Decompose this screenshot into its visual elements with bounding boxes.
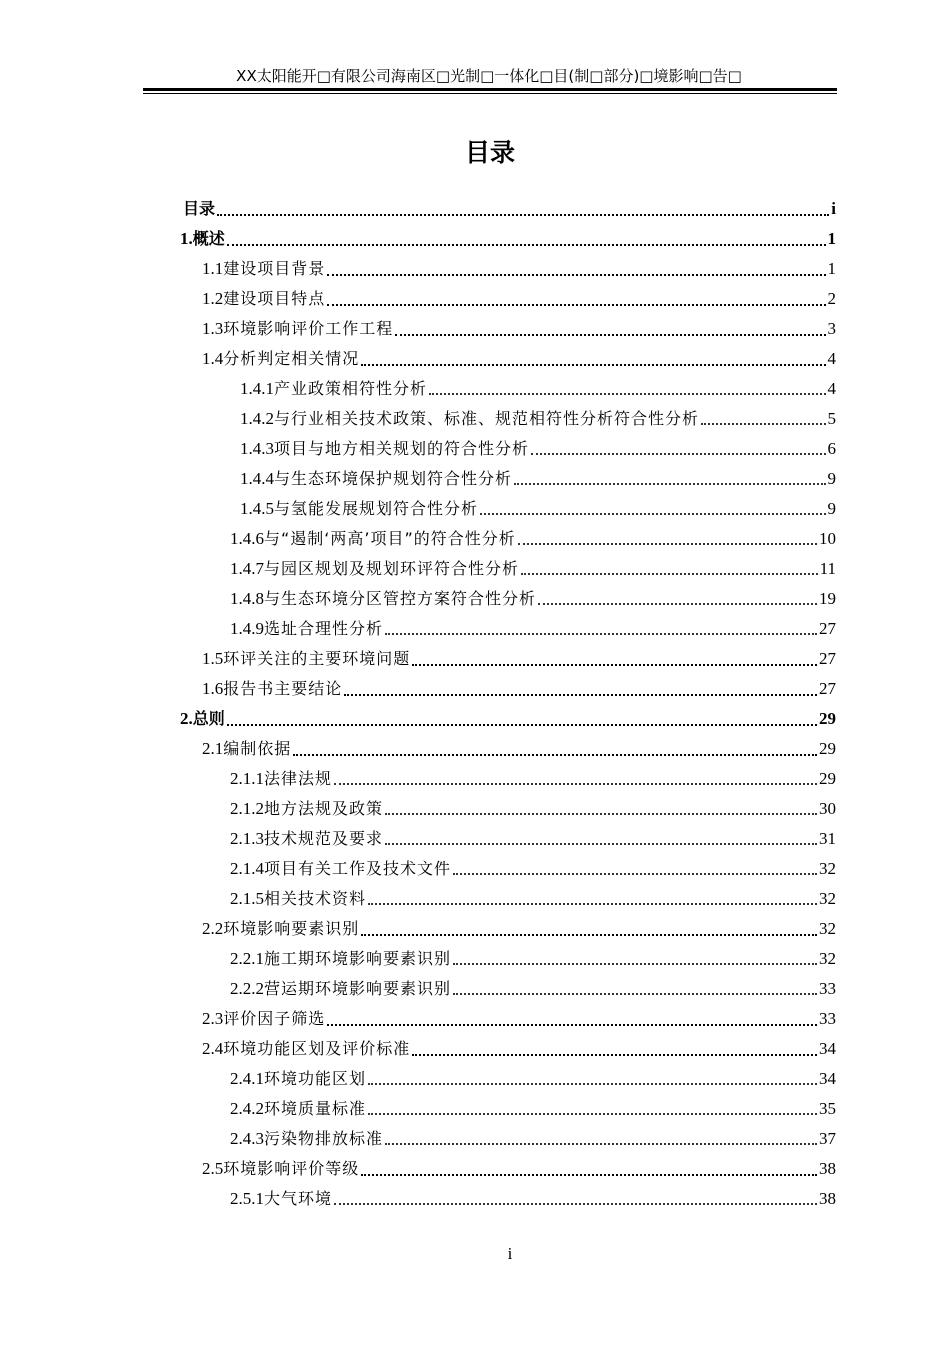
toc-entry-page: 34 <box>819 1069 836 1088</box>
toc-entry-label: 分析判定相关情况 <box>223 349 360 368</box>
toc-entry[interactable] <box>240 404 836 430</box>
toc-entry-page: 1 <box>827 259 836 278</box>
dot-leader <box>368 1112 817 1115</box>
toc-entry[interactable] <box>230 854 836 880</box>
running-header: XX太阳能开□有限公司海南区□光制□一体化□目(制□部分)□境影响□告□ <box>236 67 742 85</box>
toc-entry-page: 6 <box>827 439 836 458</box>
toc-entry-page: 19 <box>819 589 836 608</box>
toc-entry-number: 1.4.6 <box>230 529 264 548</box>
toc-entry-label: 大气环境 <box>264 1189 333 1208</box>
dot-leader <box>480 512 825 515</box>
toc-entry-page: i <box>831 199 836 218</box>
toc-entry-label: 地方法规及政策 <box>264 799 384 818</box>
toc-entry[interactable] <box>230 884 836 910</box>
toc-entry-number: 2.1.4 <box>230 859 264 878</box>
dot-leader <box>385 812 817 815</box>
toc-entry[interactable] <box>202 734 836 760</box>
dot-leader <box>514 482 825 485</box>
toc-entry-label: 与生态环境分区管控方案符合性分析 <box>264 589 537 608</box>
toc-entry[interactable] <box>240 494 836 520</box>
toc-entry-label: 报告书主要结论 <box>223 679 343 698</box>
toc-entry-number: 2.1.3 <box>230 829 264 848</box>
toc-entry-number: 2.5 <box>202 1159 224 1178</box>
dot-leader <box>453 992 817 995</box>
toc-entry-page: 5 <box>827 409 836 428</box>
toc-entry[interactable] <box>202 1004 836 1030</box>
toc-entry[interactable] <box>202 1034 836 1060</box>
dot-leader <box>368 902 817 905</box>
toc-entry-number: 1.2 <box>202 289 224 308</box>
toc-entry[interactable] <box>240 374 836 400</box>
toc-entry[interactable] <box>202 284 836 310</box>
toc-entry[interactable] <box>230 584 836 610</box>
toc-entry[interactable] <box>230 554 836 580</box>
toc-entry[interactable] <box>230 524 836 550</box>
toc-entry-number: 1.4.4 <box>240 469 274 488</box>
toc-entry[interactable] <box>230 1184 836 1210</box>
toc-entry-label: 与行业相关技术政策、标准、规范相符性分析符合性分析 <box>274 409 700 428</box>
toc-entry-label: 技术规范及要求 <box>264 829 384 848</box>
toc-entry-number: 1.4.5 <box>240 499 274 518</box>
toc-entry[interactable] <box>230 1124 836 1150</box>
toc-entry-page: 27 <box>819 679 836 698</box>
toc-entry[interactable] <box>230 794 836 820</box>
toc-entry-number: 2.3 <box>202 1009 224 1028</box>
toc-entry-label: 评价因子筛选 <box>223 1009 326 1028</box>
dot-leader <box>412 1053 817 1056</box>
dot-leader <box>327 303 825 306</box>
dot-leader <box>531 452 825 455</box>
toc-entry-page: 32 <box>819 889 836 908</box>
toc-entry-label: 总则 <box>192 709 225 728</box>
toc-entry-label: 与“遏制‘两高’项目”的符合性分析 <box>264 529 516 548</box>
toc-entry-label: 与园区规划及规划环评符合性分析 <box>264 559 520 578</box>
toc-entry-label: 环境功能区划及评价标准 <box>223 1039 411 1058</box>
toc-entry-page: 29 <box>819 709 836 728</box>
toc-entry-label: 污染物排放标准 <box>264 1129 384 1148</box>
toc-entry-label: 建设项目背景 <box>223 259 326 278</box>
dot-leader <box>385 1142 817 1145</box>
dot-leader <box>412 663 817 666</box>
toc-entry-number: 2.4.1 <box>230 1069 264 1088</box>
toc-entry-label: 编制依据 <box>223 739 292 758</box>
dot-leader <box>217 213 829 216</box>
toc-entry-page: 27 <box>819 649 836 668</box>
toc-entry[interactable] <box>202 1154 836 1180</box>
toc-entry-number: 2.2.2 <box>230 979 264 998</box>
dot-leader <box>538 602 817 605</box>
dot-leader <box>344 693 817 696</box>
toc-entry-page: 27 <box>819 619 836 638</box>
toc-entry-label: 相关技术资料 <box>264 889 367 908</box>
toc-entry-number: 2.4.3 <box>230 1129 264 1148</box>
toc-entry-page: 35 <box>819 1099 836 1118</box>
toc-entry-label: 项目有关工作及技术文件 <box>264 859 452 878</box>
toc-entry-number: 1.4.8 <box>230 589 264 608</box>
toc-entry-number: 1.3 <box>202 319 224 338</box>
toc-entry[interactable] <box>230 764 836 790</box>
dot-leader <box>521 572 818 575</box>
toc-entry[interactable] <box>230 614 836 640</box>
toc-entry[interactable] <box>230 1094 836 1120</box>
toc-entry-number: 2.1.2 <box>230 799 264 818</box>
toc-entry[interactable] <box>230 824 836 850</box>
toc-entry[interactable] <box>202 644 836 670</box>
toc-entry-number: 2.2 <box>202 919 224 938</box>
dot-leader <box>361 363 825 366</box>
toc-entry-page: 31 <box>819 829 836 848</box>
dot-leader <box>385 632 817 635</box>
toc-entry[interactable] <box>183 194 836 220</box>
toc-entry-number: 1.4.1 <box>240 379 274 398</box>
toc-entry[interactable] <box>240 434 836 460</box>
toc-entry-page: 2 <box>827 289 836 308</box>
toc-entry[interactable] <box>202 314 836 340</box>
dot-leader <box>385 842 817 845</box>
toc-entry[interactable] <box>230 944 836 970</box>
dot-leader <box>395 333 825 336</box>
dot-leader <box>368 1082 817 1085</box>
toc-entry[interactable] <box>180 704 836 730</box>
toc-entry-page: 33 <box>819 979 836 998</box>
toc-entry-label: 与生态环境保护规划符合性分析 <box>274 469 513 488</box>
toc-entry-number: 1.4.9 <box>230 619 264 638</box>
toc-entry-page: 4 <box>827 349 836 368</box>
toc-entry-number: 2.2.1 <box>230 949 264 968</box>
toc-entry-number: 1. <box>180 229 193 248</box>
toc-entry-page: 32 <box>819 919 836 938</box>
header-rule-thick <box>143 88 837 91</box>
toc-entry-number: 1.1 <box>202 259 224 278</box>
toc-entry[interactable] <box>230 1064 836 1090</box>
toc-entry-label: 环评关注的主要环境问题 <box>223 649 411 668</box>
dot-leader <box>293 753 817 756</box>
toc-entry[interactable] <box>202 674 836 700</box>
toc-entry-page: 3 <box>827 319 836 338</box>
toc-entry-page: 32 <box>819 859 836 878</box>
toc-entry-label: 项目与地方相关规划的符合性分析 <box>274 439 530 458</box>
toc-entry-page: 34 <box>819 1039 836 1058</box>
dot-leader <box>334 782 817 785</box>
toc-entry-page: 10 <box>819 529 836 548</box>
dot-leader <box>327 273 825 276</box>
toc-entry-number: 2.1.1 <box>230 769 264 788</box>
toc-entry-page: 32 <box>819 949 836 968</box>
toc-entry[interactable] <box>240 464 836 490</box>
toc-entry-label: 产业政策相符性分析 <box>274 379 428 398</box>
toc-entry-number: 2.4 <box>202 1039 224 1058</box>
dot-leader <box>361 1173 817 1176</box>
toc-entry-label: 与氢能发展规划符合性分析 <box>274 499 479 518</box>
toc-entry-number: 1.4.2 <box>240 409 274 428</box>
toc-entry-page: 38 <box>819 1189 836 1208</box>
header-rule-thin <box>143 93 837 94</box>
toc-entry-label: 环境功能区划 <box>264 1069 367 1088</box>
dot-leader <box>327 1023 817 1026</box>
dot-leader <box>334 1202 817 1205</box>
toc-entry[interactable] <box>202 254 836 280</box>
toc-entry-page: 38 <box>819 1159 836 1178</box>
toc-entry-number: 2.1 <box>202 739 224 758</box>
toc-entry-label: 概述 <box>192 229 225 248</box>
toc-entry-number: 2.5.1 <box>230 1189 264 1208</box>
toc-entry-page: 9 <box>827 499 836 518</box>
toc-entry-label: 环境质量标准 <box>264 1099 367 1118</box>
toc-entry-number: 1.6 <box>202 679 224 698</box>
toc-entry[interactable] <box>230 974 836 1000</box>
toc-entry-number: 2.1.5 <box>230 889 264 908</box>
dot-leader <box>227 243 826 246</box>
toc-entry-label: 法律法规 <box>264 769 333 788</box>
toc-entry-page: 1 <box>827 229 836 248</box>
dot-leader <box>361 933 817 936</box>
toc-entry[interactable] <box>180 224 836 250</box>
toc-entry-label: 目录 <box>183 199 216 218</box>
dot-leader <box>453 872 817 875</box>
toc-entry-number: 2.4.2 <box>230 1099 264 1118</box>
dot-leader <box>453 962 817 965</box>
toc-entry-number: 1.4.3 <box>240 439 274 458</box>
toc-entry-page: 29 <box>819 739 836 758</box>
toc-entry-label: 施工期环境影响要素识别 <box>264 949 452 968</box>
toc-entry-number: 1.4 <box>202 349 224 368</box>
toc-entry[interactable] <box>202 914 836 940</box>
toc-entry-label: 环境影响要素识别 <box>223 919 360 938</box>
toc-entry-page: 37 <box>819 1129 836 1148</box>
dot-leader <box>518 542 817 545</box>
toc-entry-page: 4 <box>827 379 836 398</box>
dot-leader <box>429 392 825 395</box>
toc-entry-number: 1.4.7 <box>230 559 264 578</box>
page-number: i <box>507 1244 513 1263</box>
toc-entry-label: 选址合理性分析 <box>264 619 384 638</box>
dot-leader <box>701 422 825 425</box>
dot-leader <box>227 723 817 726</box>
toc-entry-label: 营运期环境影响要素识别 <box>264 979 452 998</box>
toc-entry-page: 9 <box>827 469 836 488</box>
toc-entry-number: 1.5 <box>202 649 224 668</box>
toc-entry-label: 环境影响评价工作工程 <box>223 319 394 338</box>
toc-entry-page: 29 <box>819 769 836 788</box>
toc-entry-page: 30 <box>819 799 836 818</box>
toc-entry-page: 11 <box>819 559 836 578</box>
toc-entry[interactable] <box>202 344 836 370</box>
toc-entry-number: 2. <box>180 709 193 728</box>
toc-title: 目录 <box>464 138 515 167</box>
toc-entry-page: 33 <box>819 1009 836 1028</box>
toc-entry-label: 建设项目特点 <box>223 289 326 308</box>
toc-entry-label: 环境影响评价等级 <box>223 1159 360 1178</box>
